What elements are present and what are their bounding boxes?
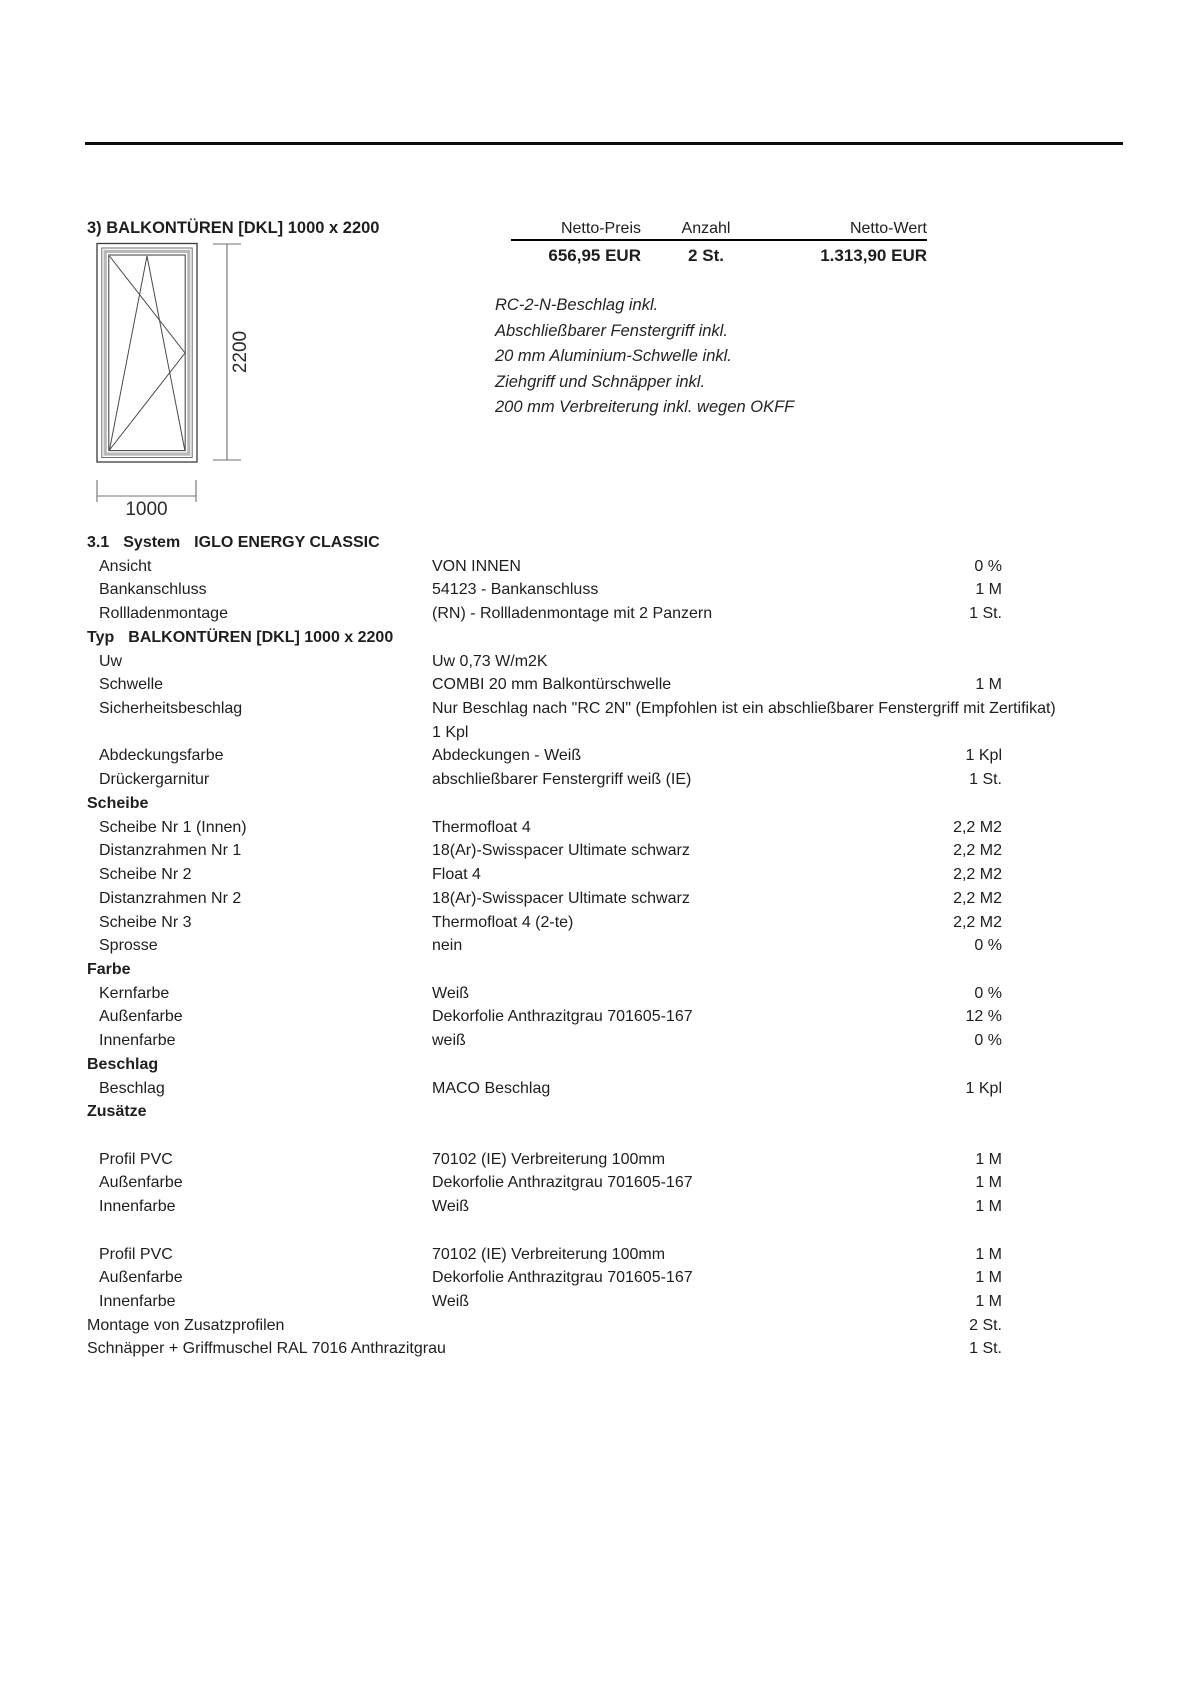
spec-row	[87, 911, 1002, 935]
spec-row	[87, 1053, 1002, 1077]
spec-row	[87, 1005, 1002, 1029]
spec-row	[87, 1337, 1002, 1361]
spec-value: 18(Ar)-Swisspacer Ultimate schwarz	[432, 842, 690, 860]
spec-label: Außenfarbe	[99, 1269, 183, 1287]
spec-quantity: 1 M	[975, 1174, 1002, 1192]
spec-label: Profil PVC	[99, 1150, 173, 1168]
spec-value: Dekorfolie Anthrazitgrau 701605-167	[432, 1174, 693, 1192]
spec-quantity: 1 M	[975, 1269, 1002, 1287]
inclusion-notes	[495, 293, 794, 421]
spec-quantity: 1 M	[975, 1245, 1002, 1263]
spec-row	[87, 650, 1002, 674]
spec-quantity: 2,2 M2	[953, 842, 1002, 860]
spec-value: 18(Ar)-Swisspacer Ultimate schwarz	[432, 889, 690, 907]
spec-section-heading-part: System	[123, 534, 181, 551]
spec-quantity: 1 M	[975, 676, 1002, 694]
spec-value: abschließbarer Fenstergriff weiß (IE)	[432, 771, 692, 789]
spec-label: Sprosse	[99, 937, 158, 955]
spec-label: Innenfarbe	[99, 1032, 176, 1050]
spec-label: Innenfarbe	[99, 1198, 176, 1216]
spec-value: Thermofloat 4	[432, 818, 531, 836]
spec-row	[87, 602, 1002, 626]
specification-table	[87, 531, 1056, 1361]
spec-section-heading: Zusätze	[87, 1103, 147, 1121]
price-table-values	[511, 247, 927, 265]
spec-value: weiß	[432, 1032, 466, 1050]
spec-row	[87, 887, 1002, 911]
spec-quantity: 1 St.	[969, 1340, 1002, 1358]
note-line: Ziehgriff und Schnäpper inkl.	[495, 372, 706, 391]
spec-quantity: 12 %	[965, 1008, 1002, 1026]
height-dimension-label: 2200	[230, 330, 251, 374]
spec-value: Uw 0,73 W/m2K	[432, 652, 548, 670]
spec-row	[87, 1077, 1002, 1101]
spec-quantity: 2 St.	[969, 1316, 1002, 1334]
spec-value: MACO Beschlag	[432, 1079, 551, 1097]
spec-label: Außenfarbe	[99, 1008, 183, 1026]
spec-quantity: 1 M	[975, 1198, 1002, 1216]
spec-section-heading: Farbe	[87, 960, 131, 978]
spec-value: Weiß	[432, 1198, 470, 1216]
spec-row	[87, 982, 1002, 1006]
spec-label: Uw	[99, 652, 123, 670]
spec-row	[87, 934, 1002, 958]
spec-value: Abdeckungen - Weiß	[432, 747, 582, 765]
spec-value: (RN) - Rollladenmontage mit 2 Panzern	[432, 605, 713, 623]
spec-section-heading-part: 3.1	[87, 534, 110, 551]
spec-row	[87, 555, 1002, 579]
turn-symbol	[110, 256, 186, 450]
anzahl-value: 2 St.	[688, 246, 724, 265]
spec-row	[87, 1290, 1002, 1314]
spec-quantity: 2,2 M2	[953, 818, 1002, 836]
tilt-symbol	[110, 256, 185, 450]
spec-quantity: 0 %	[974, 557, 1002, 575]
spec-label: Scheibe Nr 3	[99, 913, 192, 931]
spec-value: Nur Beschlag nach "RC 2N" (Empfohlen ist ein abschließbarer Fenstergriff mit Zertifikat)	[432, 700, 1056, 718]
spec-label: Schwelle	[99, 676, 164, 694]
spec-label: Beschlag	[99, 1079, 165, 1097]
spec-label: Drückergarnitur	[99, 771, 210, 789]
spec-label: Kernfarbe	[99, 984, 170, 1002]
spec-label: Außenfarbe	[99, 1174, 183, 1192]
note-line: Abschließbarer Fenstergriff inkl.	[495, 321, 728, 340]
spec-label: Distanzrahmen Nr 2	[99, 889, 242, 907]
spec-row	[87, 626, 1002, 650]
spec-label: Scheibe Nr 2	[99, 866, 192, 884]
spec-section-heading: Scheibe	[87, 794, 149, 812]
position-title: 3) BALKONTÜREN [DKL] 1000 x 2200	[87, 219, 380, 237]
spec-section-heading-part: IGLO ENERGY CLASSIC	[194, 534, 380, 551]
spec-row	[87, 792, 1002, 816]
spec-quantity: 0 %	[974, 1032, 1002, 1050]
price-table	[511, 220, 927, 265]
spec-row	[87, 816, 1002, 840]
spec-quantity: 1 M	[975, 581, 1002, 599]
spec-quantity: 2,2 M2	[953, 913, 1002, 931]
spec-row	[87, 863, 1002, 887]
spec-label: Montage von Zusatzprofilen	[87, 1316, 285, 1334]
spec-quantity: 1 St.	[969, 605, 1002, 623]
netto-wert-value: 1.313,90 EUR	[820, 246, 927, 265]
col-anzahl: Anzahl	[681, 220, 731, 237]
spec-row	[87, 1100, 1002, 1124]
spec-section-heading: Beschlag	[87, 1055, 159, 1073]
spec-row	[87, 839, 1002, 863]
spec-label: Abdeckungsfarbe	[99, 747, 224, 765]
spec-value: 70102 (IE) Verbreiterung 100mm	[432, 1150, 666, 1168]
note-line: RC-2-N-Beschlag inkl.	[495, 296, 659, 314]
spec-quantity: 0 %	[974, 984, 1002, 1002]
spec-quantity: 0 %	[974, 937, 1002, 955]
spec-value: Dekorfolie Anthrazitgrau 701605-167	[432, 1269, 693, 1287]
col-netto-preis: Netto-Preis	[560, 220, 641, 237]
spec-quantity: 2,2 M2	[953, 889, 1002, 907]
page-divider-rule	[85, 142, 1123, 145]
spec-row	[87, 1266, 1002, 1290]
spec-row	[87, 531, 1002, 555]
spec-value: 70102 (IE) Verbreiterung 100mm	[432, 1245, 666, 1263]
spec-row	[87, 578, 1002, 602]
spec-section-heading-part: Typ	[87, 628, 115, 646]
door-drawing	[85, 235, 285, 530]
spec-value: 54123 - Bankanschluss	[432, 581, 599, 599]
spec-value: Weiß	[432, 984, 470, 1002]
spec-row	[87, 1195, 1002, 1219]
spec-label: Bankanschluss	[99, 581, 207, 599]
spec-row	[87, 673, 1002, 697]
spec-value: VON INNEN	[432, 557, 521, 575]
spec-quantity: 2,2 M2	[953, 866, 1002, 884]
spec-value: nein	[432, 937, 463, 955]
spec-label: Profil PVC	[99, 1245, 173, 1263]
note-line: 200 mm Verbreiterung inkl. wegen OKFF	[495, 398, 795, 417]
spec-label: Innenfarbe	[99, 1293, 176, 1310]
spec-section-heading-part: BALKONTÜREN [DKL] 1000 x 2200	[128, 628, 394, 646]
spec-value: COMBI 20 mm Balkontürschwelle	[432, 676, 672, 694]
spec-label: Ansicht	[99, 557, 152, 575]
spec-label: Sicherheitsbeschlag	[99, 700, 243, 718]
netto-preis-value: 656,95 EUR	[548, 246, 641, 265]
spec-value: Float 4	[432, 866, 481, 884]
spec-row	[87, 1148, 1002, 1172]
spec-row	[87, 1314, 1002, 1338]
spec-row	[87, 1029, 1002, 1053]
door-frame	[97, 244, 197, 463]
width-dimension-label: 1000	[125, 499, 168, 520]
price-table-header	[511, 220, 927, 241]
spec-value: Dekorfolie Anthrazitgrau 701605-167	[432, 1008, 693, 1026]
spec-quantity: 1 M	[975, 1150, 1002, 1168]
spec-value-continuation: 1 Kpl	[432, 723, 469, 741]
spec-quantity: 1 M	[975, 1293, 1002, 1310]
spec-value: Weiß	[432, 1293, 470, 1310]
spec-row	[87, 768, 1002, 792]
note-line: 20 mm Aluminium-Schwelle inkl.	[495, 347, 732, 366]
spec-quantity: 1 St.	[969, 771, 1002, 789]
spec-row	[87, 721, 1002, 745]
spec-quantity: 1 Kpl	[965, 1079, 1002, 1097]
spec-row	[87, 1243, 1002, 1267]
spec-spacer-row	[87, 1219, 1002, 1243]
spec-label: Scheibe Nr 1 (Innen)	[99, 818, 247, 836]
spec-label: Schnäpper + Griffmuschel RAL 7016 Anthrazitgrau	[87, 1340, 446, 1358]
col-netto-wert: Netto-Wert	[849, 220, 927, 237]
spec-row	[87, 958, 1002, 982]
spec-label: Rollladenmontage	[99, 605, 228, 623]
spec-spacer-row	[87, 1124, 1002, 1148]
spec-row	[87, 1171, 1002, 1195]
spec-label: Distanzrahmen Nr 1	[99, 842, 242, 860]
spec-row	[87, 697, 1056, 721]
spec-value: Thermofloat 4 (2-te)	[432, 913, 574, 931]
spec-quantity: 1 Kpl	[965, 747, 1002, 765]
spec-row	[87, 744, 1002, 768]
